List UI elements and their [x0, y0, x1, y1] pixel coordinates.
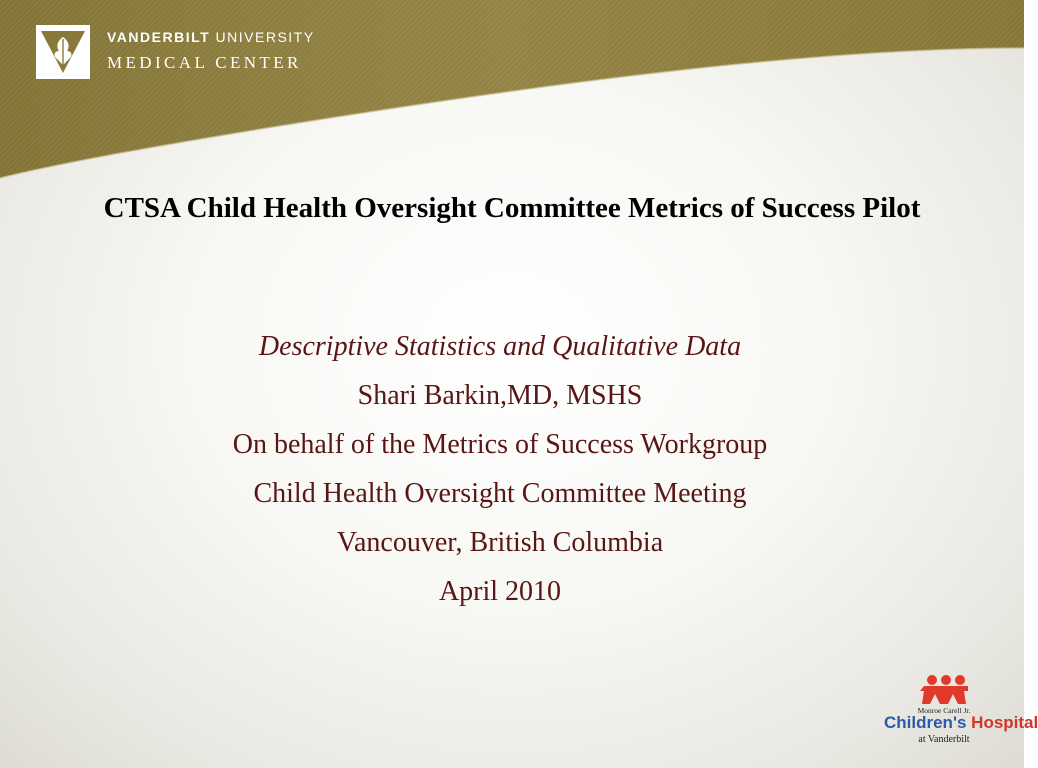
date-line: April 2010	[438, 576, 562, 607]
childrens-hospital-name: Children's Hospital	[884, 713, 1038, 732]
childrens-hospital-at: at Vanderbilt	[918, 734, 970, 745]
paper-dolls-icon	[884, 672, 1004, 706]
workgroup-line: On behalf of the Metrics of Success Workgroup	[232, 429, 768, 460]
org-name-line1: VANDERBILT UNIVERSITY	[107, 29, 315, 45]
location-line: Vancouver, British Columbia	[336, 527, 664, 558]
slide-title: CTSA Child Health Oversight Committee Metrics of Success Pilot	[103, 192, 921, 224]
org-name-line2: MEDICAL CENTER	[107, 53, 302, 72]
vanderbilt-logo	[36, 25, 90, 79]
presenter-name: Shari Barkin,MD, MSHS	[357, 380, 643, 411]
childrens-hospital-logo	[884, 672, 1038, 752]
slide-subtitle-block	[0, 322, 1000, 616]
childrens-hospital-small-text: Monroe Carell Jr.	[917, 706, 971, 715]
subtitle-italic: Descriptive Statistics and Qualitative Data	[258, 331, 742, 362]
meeting-line: Child Health Oversight Committee Meeting	[253, 478, 747, 509]
oak-leaf-v-icon	[36, 25, 90, 79]
